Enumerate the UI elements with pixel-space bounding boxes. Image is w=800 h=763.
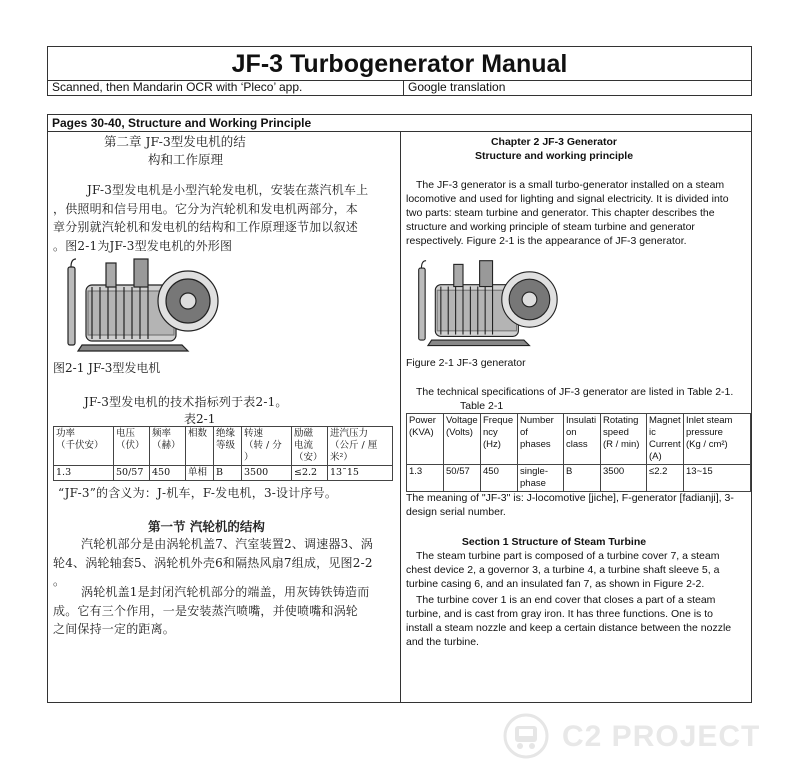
en-chapter-title-line1: Chapter 2 JF-3 Generator	[490, 136, 618, 148]
table-cell: single- phase	[518, 465, 564, 492]
cn-figure-caption: 图2-1 JF-3型发电机	[53, 361, 161, 375]
table-cell: 50/57	[114, 466, 150, 481]
en-meaning-line: design serial number.	[406, 506, 506, 518]
table-cell: ≤2.2	[292, 466, 328, 481]
en-meaning-line: The meaning of "JF-3" is: J-locomotive [jiche], F-generator [fadianji], 3-	[406, 492, 734, 504]
table-cell: 1.3	[54, 466, 114, 481]
en-intro-line: respectively. Figure 2-1 is the appearance of JF-3 generator.	[406, 235, 687, 247]
en-intro-paragraph	[406, 178, 751, 248]
en-intro-line: two parts: steam turbine and generator. This chapter describes the	[406, 207, 715, 219]
content-box	[47, 114, 752, 703]
en-cover-line: and the turbine.	[406, 636, 479, 648]
en-figure-caption: Figure 2-1 JF-3 generator	[406, 357, 526, 369]
table-cell: 450	[150, 466, 186, 481]
cn-cover-line: 之间保持一定的距离。	[53, 622, 176, 636]
cn-meaning: “JF-3”的含义为：J-机车，F-发电机，3-设计序号。	[58, 486, 338, 500]
cn-cover-line: 成。它有三个作用，一是安装蒸汽喷嘴，并使喷嘴和涡轮	[53, 603, 359, 618]
cn-spec-intro: JF-3型发电机的技术指标列于表2-1。	[84, 395, 288, 409]
cn-section1-line: 汽轮机部分是由涡轮机盖7、汽室装置2、调速器3、涡	[81, 537, 373, 551]
en-chapter-title-line2: Structure and working principle	[474, 150, 634, 162]
column-divider	[400, 132, 401, 702]
table-header-cell: Number of phases	[518, 414, 564, 465]
table-cell: 13˜15	[328, 466, 393, 481]
cn-cover-line: 涡轮机盖1是封闭汽轮机部分的端盖，用灰铸铁铸造而	[81, 585, 370, 599]
table-cell: 单相	[186, 466, 214, 481]
en-cover-line: install a steam nozzle and keep a certain distance between the nozzle	[406, 622, 732, 634]
table-header-cell: Inlet steam pressure (Kg / cm²)	[684, 414, 751, 465]
en-spec-table	[406, 413, 751, 492]
table-header-cell: Voltage (Volts)	[444, 414, 481, 465]
table-cell: 3500	[242, 466, 292, 481]
en-section1-line: The steam turbine part is composed of a turbine cover 7, a steam	[416, 550, 720, 562]
en-intro-line: locomotive and used for lighting and signal electricity. It is divided into	[406, 193, 729, 205]
table-header-cell: 进汽压力 （公斤 / 厘 米²）	[328, 427, 393, 466]
cn-intro-line: 。图2-1为JF-3型发电机的外形图	[53, 238, 233, 253]
table-header-cell: 励磁 电流 （安）	[292, 427, 328, 466]
cn-spec-table	[53, 426, 393, 481]
table-cell: B	[214, 466, 242, 481]
section-title: Pages 30-40, Structure and Working Principle	[48, 115, 751, 132]
table-row	[54, 427, 393, 466]
left-column-caption: Scanned, then Mandarin OCR with ‘Pleco’ app.	[48, 80, 404, 95]
table-row	[407, 414, 751, 465]
table-header-cell: 绝缘 等级	[214, 427, 242, 466]
table-header-cell: Insulati on class	[564, 414, 601, 465]
en-cover-line: turbine, and is cast from gray iron. It has three functions. One is to	[406, 608, 713, 620]
en-meaning-paragraph	[406, 491, 751, 519]
en-cover-paragraph	[406, 593, 751, 649]
table-cell: ≤2.2	[647, 465, 684, 492]
en-intro-line: structure and working principle of steam turbine and generator	[406, 221, 695, 233]
cn-chapter-title-line1: 第二章 JF-3型发电机的结	[104, 134, 246, 149]
table-cell: 450	[481, 465, 518, 492]
en-section1-title: Section 1 Structure of Steam Turbine	[461, 536, 647, 548]
cn-intro-line: JF-3型发电机是小型汽轮发电机，安装在蒸汽机车上	[87, 183, 369, 197]
generator-figure-left	[62, 255, 222, 359]
en-section1-line: turbine casing 6, and an insulated fan 7, as shown in Figure 2-2.	[406, 578, 705, 590]
table-row	[407, 465, 751, 492]
cn-intro-line: 章分别就汽轮机和发电机的结构和工作原理逐节加以叙述	[53, 220, 359, 234]
en-intro-line: The JF-3 generator is a small turbo-generator installed on a steam	[416, 179, 725, 191]
table-header-cell: 相数	[186, 427, 214, 466]
cn-intro-line: ，供照明和信号用电。它分为汽轮机和发电机两部分，本	[53, 201, 359, 216]
en-cover-line: The turbine cover 1 is an end cover that closes a part of a steam	[416, 594, 716, 606]
table-header-cell: Rotating speed (R / min)	[601, 414, 647, 465]
table-header-cell: Magnet ic Current (A)	[647, 414, 684, 465]
cn-table-label: 表2-1	[184, 412, 216, 426]
en-spec-intro: The technical specifications of JF-3 generator are listed in Table 2-1.	[416, 386, 734, 398]
cn-section1-title: 第一节 汽轮机的结构	[148, 519, 265, 534]
table-header-cell: Power (KVA)	[407, 414, 444, 465]
cn-section1-line: 轮4、涡轮轴套5、涡轮机外壳6和隔热风扇7组成，见图2-2	[53, 555, 373, 570]
table-cell: 13~15	[684, 465, 751, 492]
table-header-cell: 频率 （赫）	[150, 427, 186, 466]
en-section1-paragraph	[406, 549, 751, 591]
table-cell: 1.3	[407, 465, 444, 492]
table-header-cell: 转速 （转 / 分 ）	[242, 427, 292, 466]
table-header-cell: 电压 （伏）	[114, 427, 150, 466]
generator-figure-right	[412, 257, 562, 353]
en-table-label: Table 2-1	[460, 400, 504, 412]
cn-cover-paragraph	[53, 583, 395, 639]
watermark-text: C2 PROJECT	[562, 720, 761, 753]
page-title: JF-3 Turbogenerator Manual	[48, 49, 751, 81]
header-box	[47, 46, 752, 96]
table-row	[54, 466, 393, 481]
table-cell: B	[564, 465, 601, 492]
table-cell: 3500	[601, 465, 647, 492]
table-cell: 50/57	[444, 465, 481, 492]
en-section1-line: chest device 2, a governor 3, a turbine 4, a turbine shaft sleeve 5, a	[406, 564, 720, 576]
cn-section1-line: 。	[53, 574, 66, 588]
cn-intro-paragraph	[53, 181, 393, 255]
right-column-caption: Google translation	[408, 80, 506, 94]
train-logo-icon	[500, 712, 552, 760]
cn-chapter-title-line2: 构和工作原理	[148, 152, 224, 167]
watermark	[500, 712, 762, 760]
table-header-cell: 功率 （千伏安）	[54, 427, 114, 466]
table-header-cell: Freque ncy (Hz)	[481, 414, 518, 465]
